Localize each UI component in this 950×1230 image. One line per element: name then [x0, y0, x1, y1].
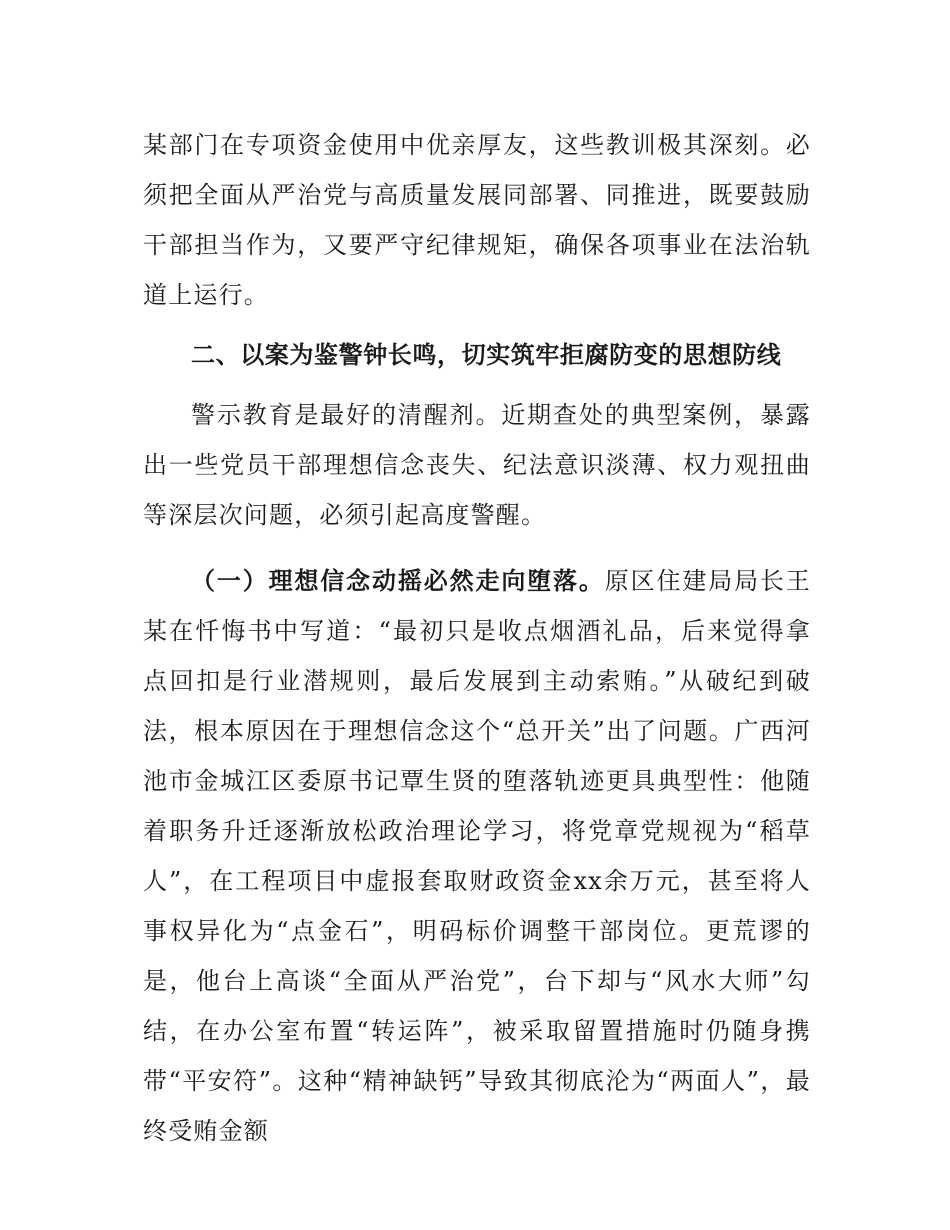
document-page	[143, 120, 811, 1156]
section-heading-2: 二、以案为鉴警钟长鸣，切实筑牢拒腐防变的思想防线	[191, 341, 782, 369]
paragraph-ideals-wavering	[143, 556, 811, 1156]
spacer	[143, 380, 811, 390]
paragraph-warning-education: 警示教育是最好的清醒剂。近期查处的典型案例，暴露出一些党员干部理想信念丧失、纪法意识淡薄、权力观扭曲等深层次问题，必须引起高度警醒。	[143, 401, 811, 529]
spacer	[143, 320, 811, 330]
spacer	[143, 540, 811, 556]
subsection-lead-1: （一）理想信念动摇必然走向堕落。	[191, 567, 605, 595]
paragraph-case-body: 原区住建局局长王某在忏悔书中写道：“最初只是收点烟酒礼品，后来觉得拿点回扣是行业潜规则，最后发展到主动索贿。”从破纪到破法，根本原因在于理想信念这个“总开关”出了问题。广西河池市金城江区委原书记覃生贤的堕落轨迹更具典型性：他随着职务升迁逐渐放松政治理论学习，将党章党规视为“稻草人”，在工程项目中虚报套取财政资金xx余万元，甚至将人事权异化为“点金石”，明码标价调整干部岗位。更荒谬的是，他台上高谈“全面从严治党”，台下却与“风水大师”勾结，在办公室布置“转运阵”，被采取留置措施时仍随身携带“平安符”。这种“精神缺钙”导致其彻底沦为“两面人”，最终受贿金额	[143, 567, 811, 1145]
paragraph-lessons: 某部门在专项资金使用中优亲厚友，这些教训极其深刻。必须把全面从严治党与高质量发展同部署、同推进，既要鼓励干部担当作为，又要严守纪律规矩，确保各项事业在法治轨道上运行。	[143, 131, 811, 309]
